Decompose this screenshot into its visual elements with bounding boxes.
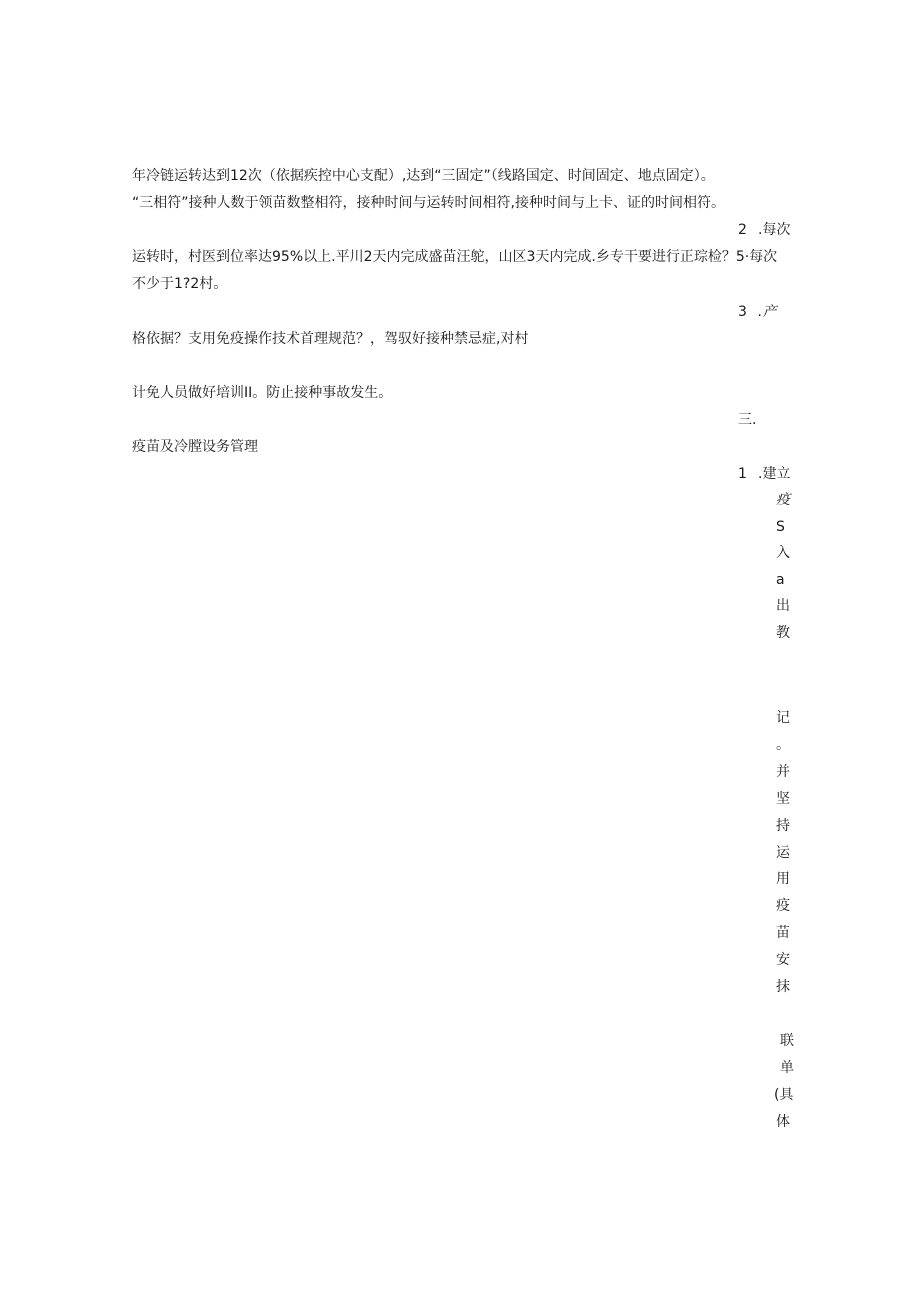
vertical-char: (具 xyxy=(774,1087,794,1103)
text-line-2: “三相符”接种人数于领苗数整相符，接种时间与运转时间相符,接种时间与上卡、证的时间相符。 xyxy=(132,195,725,211)
item-number-3: 3 xyxy=(738,304,747,320)
vertical-char: 。 xyxy=(776,737,790,753)
text-line-1: 年冷链运转达到12次（依据疾控中心支配）,达到“三固定”（线路国定、时间固定、地点固定）。 xyxy=(132,168,715,184)
item-text-3: .产 xyxy=(758,304,777,320)
vertical-char: 疫 xyxy=(776,492,790,508)
vertical-char: 教 xyxy=(776,625,790,641)
vertical-char: 运 xyxy=(776,845,790,861)
vertical-char: 用 xyxy=(776,871,790,887)
vertical-char: 抹 xyxy=(776,979,790,995)
text-line-6: 计免人员做好培训II。防止接种事故发生。 xyxy=(132,385,393,401)
vertical-char: 联 xyxy=(780,1033,794,1049)
vertical-char: 持 xyxy=(776,818,790,834)
text-line-3: 运转时，村医到位率达95%以上.平川2天内完成盛苗汪鸵，山区3天内完成.乡专干要进行正琮检？5·每次 xyxy=(132,249,778,265)
vertical-char: 并 xyxy=(776,764,790,780)
vertical-char: 体 xyxy=(776,1114,790,1130)
item-number-2: 2 xyxy=(738,222,747,238)
vertical-char: 入 xyxy=(776,545,790,561)
item-text-1: .建立 xyxy=(758,466,791,482)
vertical-char: 出 xyxy=(776,598,790,614)
vertical-char: a xyxy=(776,572,785,588)
vertical-char: 记 xyxy=(776,710,790,726)
text-line-4: 不少于1?2村。 xyxy=(132,276,228,292)
section-heading: 疫苗及冷膛设务管理 xyxy=(132,439,258,455)
item-number-1: 1 xyxy=(738,466,747,482)
vertical-char: 安 xyxy=(776,952,790,968)
item-text-2: .每次 xyxy=(758,222,791,238)
vertical-char: 苗 xyxy=(776,925,790,941)
vertical-char: S xyxy=(776,519,785,535)
vertical-char: 疫 xyxy=(776,898,790,914)
vertical-char: 单 xyxy=(780,1060,794,1076)
section-number-3: 三. xyxy=(738,412,757,428)
text-line-5: 格依据？支用免疫操作技术首理规范？，驾驭好接种禁忌症,对村 xyxy=(132,331,529,347)
vertical-char: 坚 xyxy=(776,791,790,807)
